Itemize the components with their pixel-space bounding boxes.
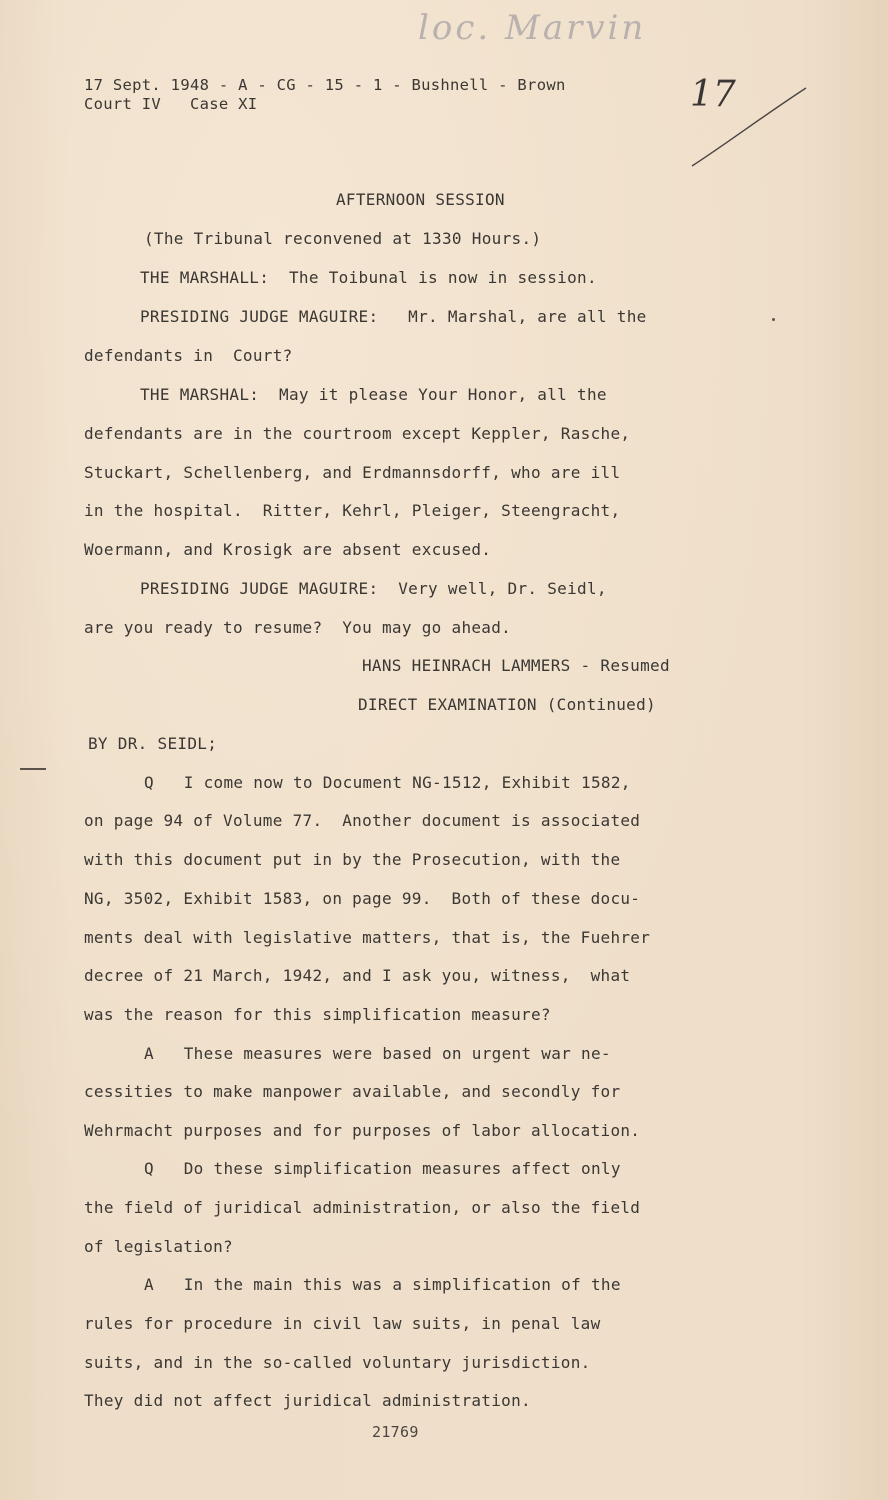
page-number: 21769 bbox=[372, 1423, 419, 1441]
text-line: PRESIDING JUDGE MAGUIRE: Very well, Dr. Seidl, bbox=[140, 579, 607, 598]
text-line: suits, and in the so-called voluntary jurisdiction. bbox=[84, 1353, 591, 1372]
text-line: decree of 21 March, 1942, and I ask you, witness, what bbox=[84, 966, 631, 985]
header-line-2: Court IV Case XI bbox=[84, 95, 258, 113]
text-line: A These measures were based on urgent war ne- bbox=[144, 1044, 611, 1063]
text-line: in the hospital. Ritter, Kehrl, Pleiger, Steengracht, bbox=[84, 501, 621, 520]
handwritten-note: loc. Marvin bbox=[418, 8, 647, 48]
text-line: defendants in Court? bbox=[84, 346, 293, 365]
text-line: rules for procedure in civil law suits, in penal law bbox=[84, 1314, 601, 1333]
text-line: was the reason for this simplification measure? bbox=[84, 1005, 551, 1024]
text-line: Woermann, and Krosigk are absent excused. bbox=[84, 540, 492, 559]
text-line: Wehrmacht purposes and for purposes of labor allocation. bbox=[84, 1121, 641, 1140]
witness-heading: HANS HEINRACH LAMMERS - Resumed bbox=[362, 656, 670, 675]
text-line: the field of juridical administration, or also the field bbox=[84, 1198, 641, 1217]
text-line: A In the main this was a simplification of the bbox=[144, 1275, 621, 1294]
text-line: PRESIDING JUDGE MAGUIRE: Mr. Marshal, are all the bbox=[140, 307, 647, 326]
text-line: are you ready to resume? You may go ahead. bbox=[84, 618, 512, 637]
text-line: THE MARSHAL: May it please Your Honor, all the bbox=[140, 385, 607, 404]
ink-speck bbox=[772, 318, 775, 321]
text-line: Q Do these simplification measures affect only bbox=[144, 1159, 621, 1178]
margin-mark bbox=[20, 768, 46, 770]
text-line: (The Tribunal reconvened at 1330 Hours.) bbox=[144, 229, 542, 248]
text-line: Q I come now to Document NG-1512, Exhibit 1582, bbox=[144, 773, 631, 792]
examiner-line: BY DR. SEIDL; bbox=[88, 734, 218, 753]
text-line: Stuckart, Schellenberg, and Erdmannsdorff, who are ill bbox=[84, 463, 621, 482]
text-line: on page 94 of Volume 77. Another document is associated bbox=[84, 811, 641, 830]
examination-heading: DIRECT EXAMINATION (Continued) bbox=[358, 695, 656, 714]
text-line: of legislation? bbox=[84, 1237, 233, 1256]
text-line: with this document put in by the Prosecution, with the bbox=[84, 850, 621, 869]
text-line: defendants are in the courtroom except Keppler, Rasche, bbox=[84, 424, 631, 443]
text-line: cessities to make manpower available, and secondly for bbox=[84, 1082, 621, 1101]
text-line: THE MARSHALL: The Toibunal is now in session. bbox=[140, 268, 597, 287]
header-line-1: 17 Sept. 1948 - A - CG - 15 - 1 - Bushnell - Brown bbox=[84, 76, 566, 94]
text-line: ments deal with legislative matters, that is, the Fuehrer bbox=[84, 928, 651, 947]
text-line: They did not affect juridical administration. bbox=[84, 1391, 531, 1410]
pen-stroke bbox=[686, 84, 816, 174]
text-line: NG, 3502, Exhibit 1583, on page 99. Both of these docu- bbox=[84, 889, 641, 908]
session-title: AFTERNOON SESSION bbox=[336, 190, 505, 209]
folio-number: 17 bbox=[690, 74, 736, 115]
